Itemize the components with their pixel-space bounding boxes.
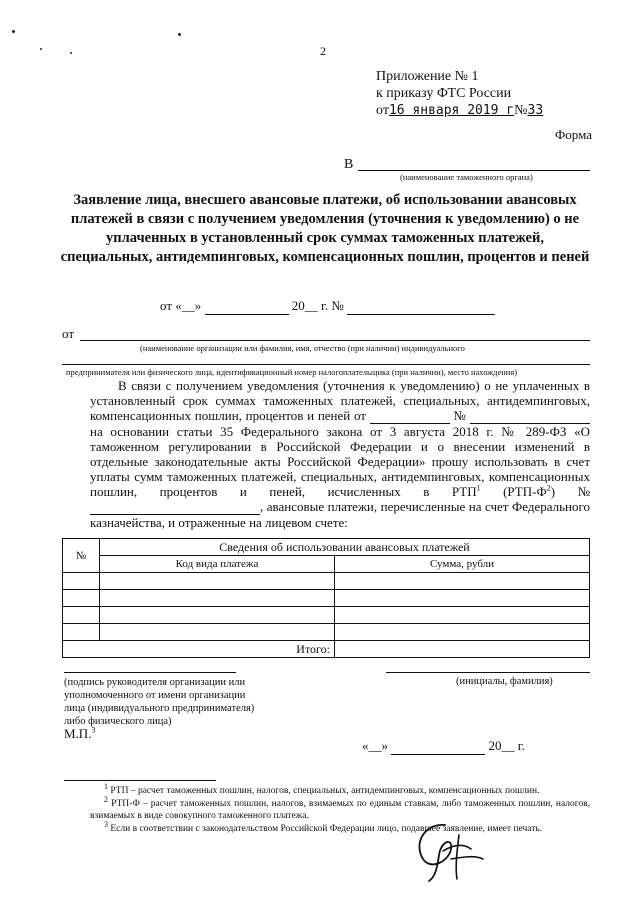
signature-date-field[interactable] <box>391 738 485 755</box>
footnotes <box>90 781 591 836</box>
footnote-1: $^1$ РТП – расчет таможенных пошлин, налогов, специальных, антидемпинговых, компенсационных пошлин. <box>104 781 540 796</box>
col-sum-header: Сумма, рубли <box>335 556 590 573</box>
statement-number-field[interactable] <box>347 298 495 315</box>
footnote-2: $^2$ РТП-Ф – расчет таможенных пошлин, налогов, взимаемых по единым ставкам, либо таможенных пошлин, налогов, взимаемых в виде совокупного таможенного платежа. <box>90 794 591 821</box>
scan-speck <box>40 48 42 50</box>
total-value[interactable] <box>335 641 590 658</box>
notification-date-field[interactable] <box>370 408 450 424</box>
customs-authority-caption: (наименование таможенного органа) <box>400 172 533 182</box>
scan-speck <box>178 33 181 36</box>
signature-date: «__» 20__ г. <box>362 738 525 753</box>
table-row <box>63 607 590 624</box>
annex-line2: к приказу ФТС России <box>376 86 512 101</box>
date-month-field[interactable] <box>205 298 289 315</box>
stamp-place: М.П.$^3$ <box>64 725 96 741</box>
initials-field[interactable] <box>386 672 590 673</box>
customs-authority-field[interactable] <box>358 170 590 171</box>
scan-speck <box>70 52 72 54</box>
date-line: от «__» 20__ г. № <box>160 298 495 315</box>
signature-field[interactable] <box>64 672 236 673</box>
total-row <box>63 641 590 658</box>
rtp-number-field[interactable] <box>90 499 260 515</box>
applicant-field[interactable] <box>80 340 590 341</box>
applicant-field-2[interactable] <box>62 364 590 365</box>
body-paragraph: В связи с получением уведомления (уточнения к уведомлению) о не уплаченных в установленный срок суммах таможенных платежей, специальных, антидемпинговых, компенсационных пошлин, процентов и пеней от № на основании статьи 35 Федерального закона от 3 августа 2018 г. № 289-ФЗ «О таможенном регулировании в Российской Федерации и о внесении изменений в отдельные законодательные акты Российской Федерации» прошу использовать в счет уплаты сумм таможенных платежей, специальных, антидемпинговых, компенсационных пошлин, процентов и пеней, исчисленных в РТП$^1$ $(РТП-Ф^2)$ № , авансовые платежи, перечисленные на счет Федерального казначейства, и отраженные на лицевом счете: <box>90 378 590 530</box>
form-label: Форма <box>555 127 592 142</box>
table-row <box>63 624 590 641</box>
total-label: Итого: <box>63 641 335 658</box>
annex-date: 16 января 2019 г <box>388 103 515 118</box>
document-title: Заявление лица, внесшего авансовые платежи, об использовании авансовых платежей в связи с получением уведомления (уточнения к уведомлению) о не уплаченных в установленный срок суммах таможенных платежей, специальных, антидемпинговых, компенсационных пошлин, процентов и пеней <box>60 192 590 265</box>
initials-caption: (инициалы, фамилия) <box>456 676 553 687</box>
payments-table <box>62 538 590 658</box>
from-label: от <box>62 326 75 341</box>
footnote-separator <box>64 780 216 781</box>
signature-caption: (подпись руководителя организации или уполномоченного от имени организации лица (индивидуального предпринимателя) либо физического лица) <box>64 677 255 727</box>
col-number-header: № <box>63 539 100 573</box>
scan-speck <box>12 30 15 33</box>
applicant-caption2: предпринимателя или физического лица, идентификационный номер налогоплательщика (при наличии), место нахождения) <box>66 367 518 377</box>
notification-number-field[interactable] <box>470 408 590 424</box>
page-number: 2 <box>320 44 326 58</box>
footnote-3: $^3$ Если в соответствии с законодательством Российской Федерации лицо, подавшее заявление, имеет печать. <box>104 819 543 834</box>
handwritten-signature <box>405 815 485 885</box>
col-code-header: Код вида платежа <box>100 556 335 573</box>
payments-table-header: Сведения об использовании авансовых платежей <box>100 539 590 556</box>
table-row <box>63 573 590 590</box>
annex-line3: от16 января 2019 г№33 <box>376 102 565 119</box>
to-label: В <box>344 157 354 172</box>
table-row <box>63 590 590 607</box>
annex-header <box>376 68 565 119</box>
annex-number: 33 <box>527 103 544 118</box>
annex-line1: Приложение № 1 <box>376 69 479 84</box>
applicant-caption1: (наименование организации или фамилия, имя, отчество (при наличии) индивидуального <box>140 343 465 353</box>
